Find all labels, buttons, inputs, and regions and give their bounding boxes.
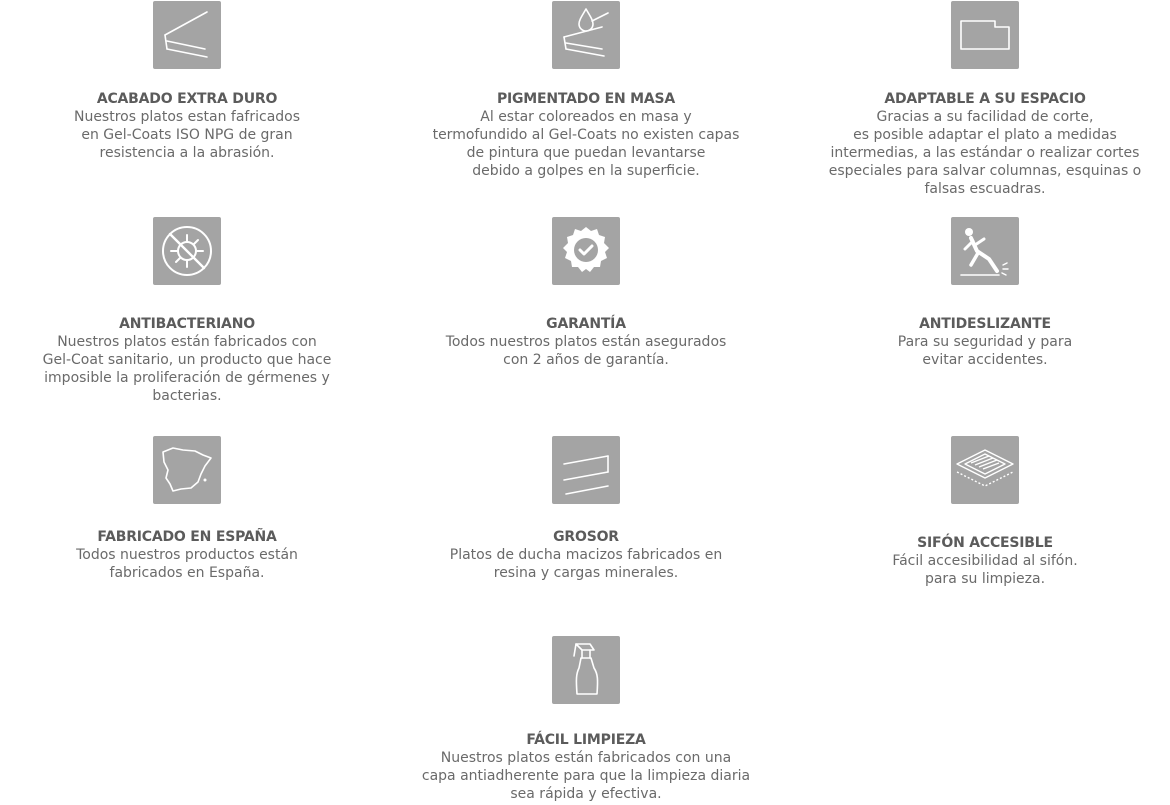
- feature-garantia: [406, 217, 766, 369]
- feature-title: FABRICADO EN ESPAÑA: [97, 529, 277, 545]
- feature-description: Todos nuestros platos están asegurados con 2 años de garantía.: [445, 334, 727, 368]
- antibacterial-icon: [153, 217, 221, 285]
- feature-description: Nuestros platos están fabricados con una capa antiadherente para que la limpieza diaria sea rápida y efectiva.: [421, 750, 751, 802]
- drain-grate-icon: [951, 436, 1019, 504]
- feature-antibacteriano: [7, 217, 367, 405]
- custom-cut-shape-icon: [951, 1, 1019, 69]
- feature-description: Platos de ducha macizos fabricados en resina y cargas minerales.: [449, 547, 723, 581]
- warranty-badge-icon: [552, 217, 620, 285]
- feature-title: GARANTÍA: [546, 316, 626, 332]
- feature-title: ANTIBACTERIANO: [119, 316, 255, 332]
- feature-facil-limpieza: [406, 636, 766, 803]
- pigment-drop-icon: [552, 1, 620, 69]
- spray-bottle-icon: [552, 636, 620, 704]
- feature-description: Nuestros platos estan fafricados en Gel-Coats ISO NPG de gran resistencia a la abrasión.: [73, 109, 301, 161]
- feature-title: ANTIDESLIZANTE: [919, 316, 1051, 332]
- feature-antideslizante: [805, 217, 1165, 369]
- feature-adaptable-a-su-espacio: [805, 1, 1165, 198]
- feature-title: ACABADO EXTRA DURO: [96, 91, 278, 107]
- shower-tray-edge-icon: [153, 1, 221, 69]
- thickness-profile-icon: [552, 436, 620, 504]
- feature-description: Todos nuestros productos están fabricados en España.: [76, 547, 298, 581]
- feature-sifon-accesible: [805, 436, 1165, 588]
- spain-map-icon: [153, 436, 221, 504]
- feature-title: ADAPTABLE A SU ESPACIO: [884, 91, 1086, 107]
- feature-title: PIGMENTADO EN MASA: [496, 91, 676, 107]
- feature-description: Nuestros platos están fabricados con Gel-Coat sanitario, un producto que hace imposible la proliferación de gérmenes y bacterias.: [42, 334, 332, 404]
- feature-description: Gracias a su facilidad de corte, es posible adaptar el plato a medidas intermedias, a las estándar o realizar cortes especiales para salvar columnas, esquinas o falsas escuadras.: [828, 109, 1142, 197]
- feature-description: Fácil accesibilidad al sifón. para su limpieza.: [892, 553, 1078, 587]
- feature-description: Al estar coloreados en masa y termofundido al Gel-Coats no existen capas de pintura que puedan levantarse debido a golpes en la superficie.: [432, 109, 740, 179]
- feature-title: SIFÓN ACCESIBLE: [917, 535, 1053, 551]
- slip-person-icon: [951, 217, 1019, 285]
- feature-title: GROSOR: [553, 529, 619, 545]
- feature-fabricado-en-espana: [7, 436, 367, 582]
- feature-acabado-extra-duro: [7, 1, 367, 162]
- feature-pigmentado-en-masa: [406, 1, 766, 180]
- feature-title: FÁCIL LIMPIEZA: [526, 732, 646, 748]
- feature-description: Para su seguridad y para evitar accidentes.: [897, 334, 1073, 368]
- feature-grosor: [406, 436, 766, 582]
